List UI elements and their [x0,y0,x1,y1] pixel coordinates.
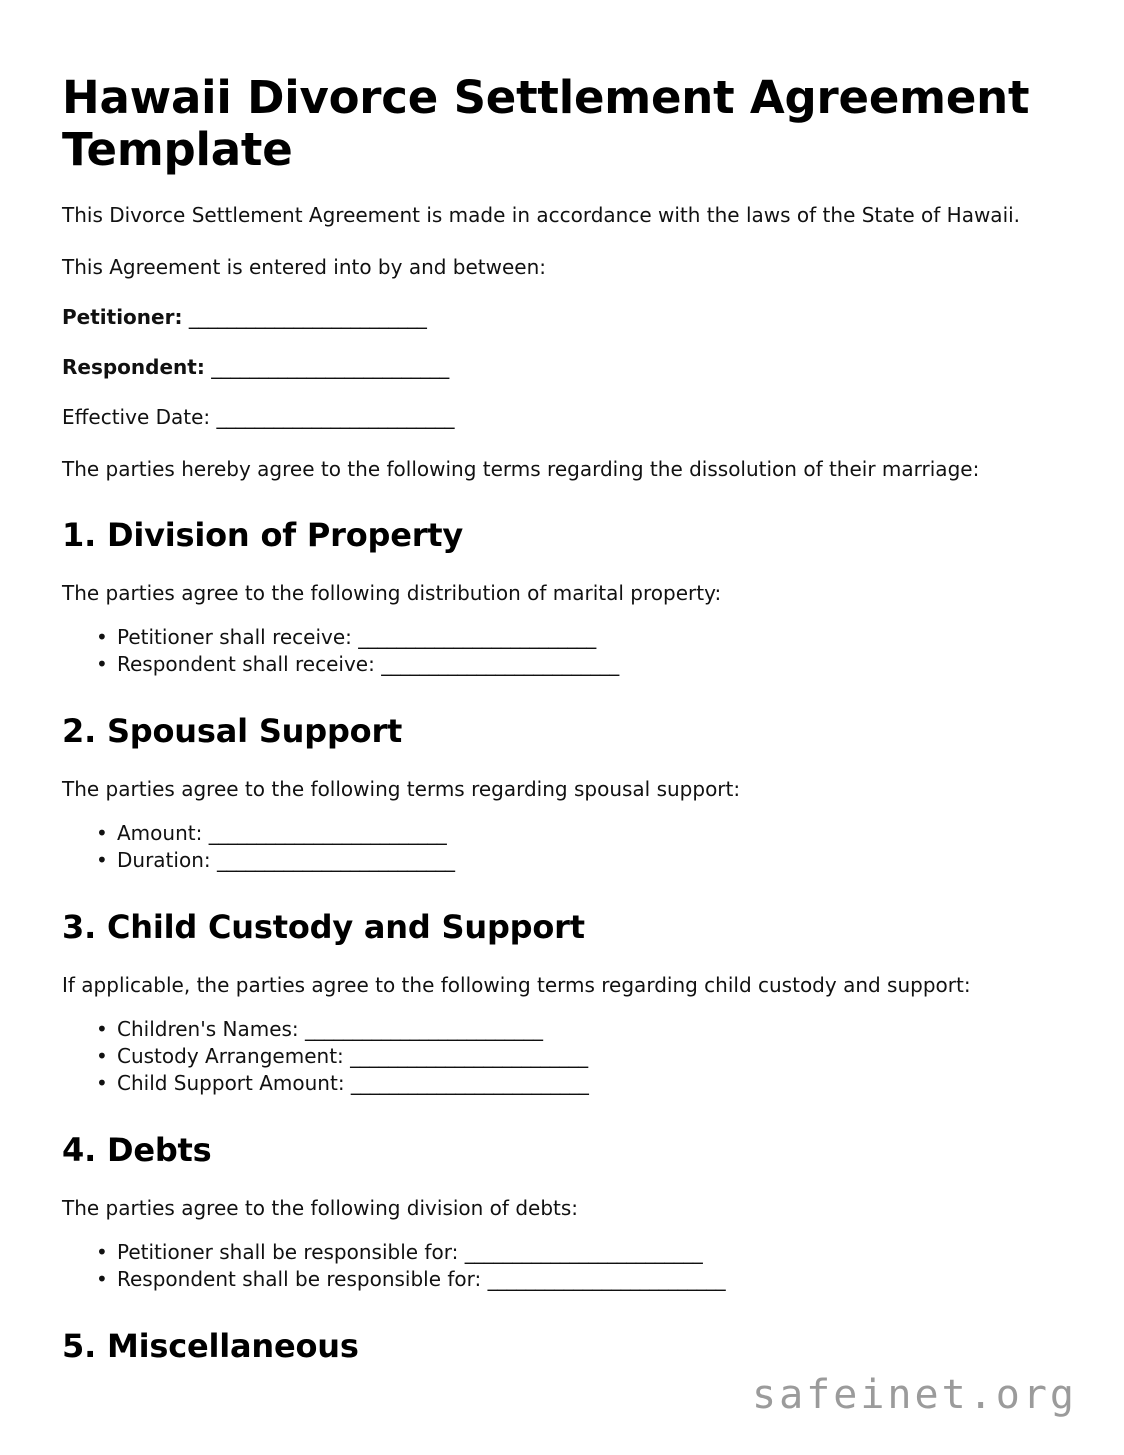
list-item [62,651,1057,678]
effective-date-blank[interactable]: _________________________ [216,405,455,429]
list-item-label: Petitioner shall be responsible for: [117,1240,459,1264]
list-item-blank[interactable]: _________________________ [464,1240,703,1264]
list-item [62,1043,1057,1070]
list-item-label: Respondent shall be responsible for: [117,1267,482,1291]
list-item-label: Custody Arrangement: [117,1044,344,1068]
list-item-label: Children's Names: [117,1017,299,1041]
effective-date-label: Effective Date: [62,405,211,429]
section-list-child-custody-and-support [62,998,1057,1097]
list-item [62,1070,1057,1097]
section-heading-spousal-support: 2. Spousal Support [62,712,403,750]
respondent-blank[interactable]: _________________________ [211,355,449,379]
list-item-label: Petitioner shall receive: [117,625,352,649]
list-item-blank[interactable]: _________________________ [216,848,455,872]
list-item-label: Respondent shall receive: [117,652,375,676]
list-item-label: Duration: [117,848,211,872]
effective-date-field-line [62,380,1057,430]
respondent-label: Respondent: [62,355,205,379]
section-intro-division-of-property: The parties agree to the following distribution of marital property: [62,581,722,605]
document-page [62,0,1057,1365]
parties-intro-paragraph: This Agreement is entered into by and between: [62,255,547,279]
page-title: Hawaii Divorce Settlement Agreement Template [62,71,1030,176]
respondent-field-line [62,330,1057,380]
list-item [62,1016,1057,1043]
petitioner-blank[interactable]: _________________________ [188,305,427,329]
list-item-blank[interactable]: _________________________ [487,1267,726,1291]
section-heading-division-of-property: 1. Division of Property [62,516,464,554]
list-item-blank[interactable]: _________________________ [358,625,596,649]
list-item [62,820,1057,847]
terms-intro-paragraph: The parties hereby agree to the following terms regarding the dissolution of their marriage: [62,457,980,481]
section-heading-debts: 4. Debts [62,1131,212,1169]
list-item-blank[interactable]: _________________________ [381,652,619,676]
list-item [62,1239,1057,1266]
section-intro-child-custody-and-support: If applicable, the parties agree to the following terms regarding child custody and support: [62,973,971,997]
list-item-blank[interactable]: _________________________ [305,1017,543,1041]
list-item [62,1266,1057,1293]
site-watermark: safeinet.org [752,1372,1077,1418]
list-item [62,624,1057,651]
section-list-debts [62,1221,1057,1293]
petitioner-label: Petitioner: [62,305,183,329]
list-item-blank[interactable]: _________________________ [208,821,447,845]
section-heading-miscellaneous: 5. Miscellaneous [62,1327,359,1365]
section-intro-spousal-support: The parties agree to the following terms regarding spousal support: [62,777,741,801]
list-item-label: Amount: [117,821,203,845]
list-item-label: Child Support Amount: [117,1071,345,1095]
section-list-division-of-property [62,606,1057,678]
list-item-blank[interactable]: _________________________ [350,1044,588,1068]
list-item-blank[interactable]: _________________________ [350,1071,589,1095]
petitioner-field-line [62,280,1057,330]
section-list-spousal-support [62,802,1057,874]
section-intro-debts: The parties agree to the following division of debts: [62,1196,579,1220]
section-heading-child-custody-and-support: 3. Child Custody and Support [62,908,585,946]
list-item [62,847,1057,874]
intro-paragraph: This Divorce Settlement Agreement is made in accordance with the laws of the State of Hawaii. [62,203,1021,227]
